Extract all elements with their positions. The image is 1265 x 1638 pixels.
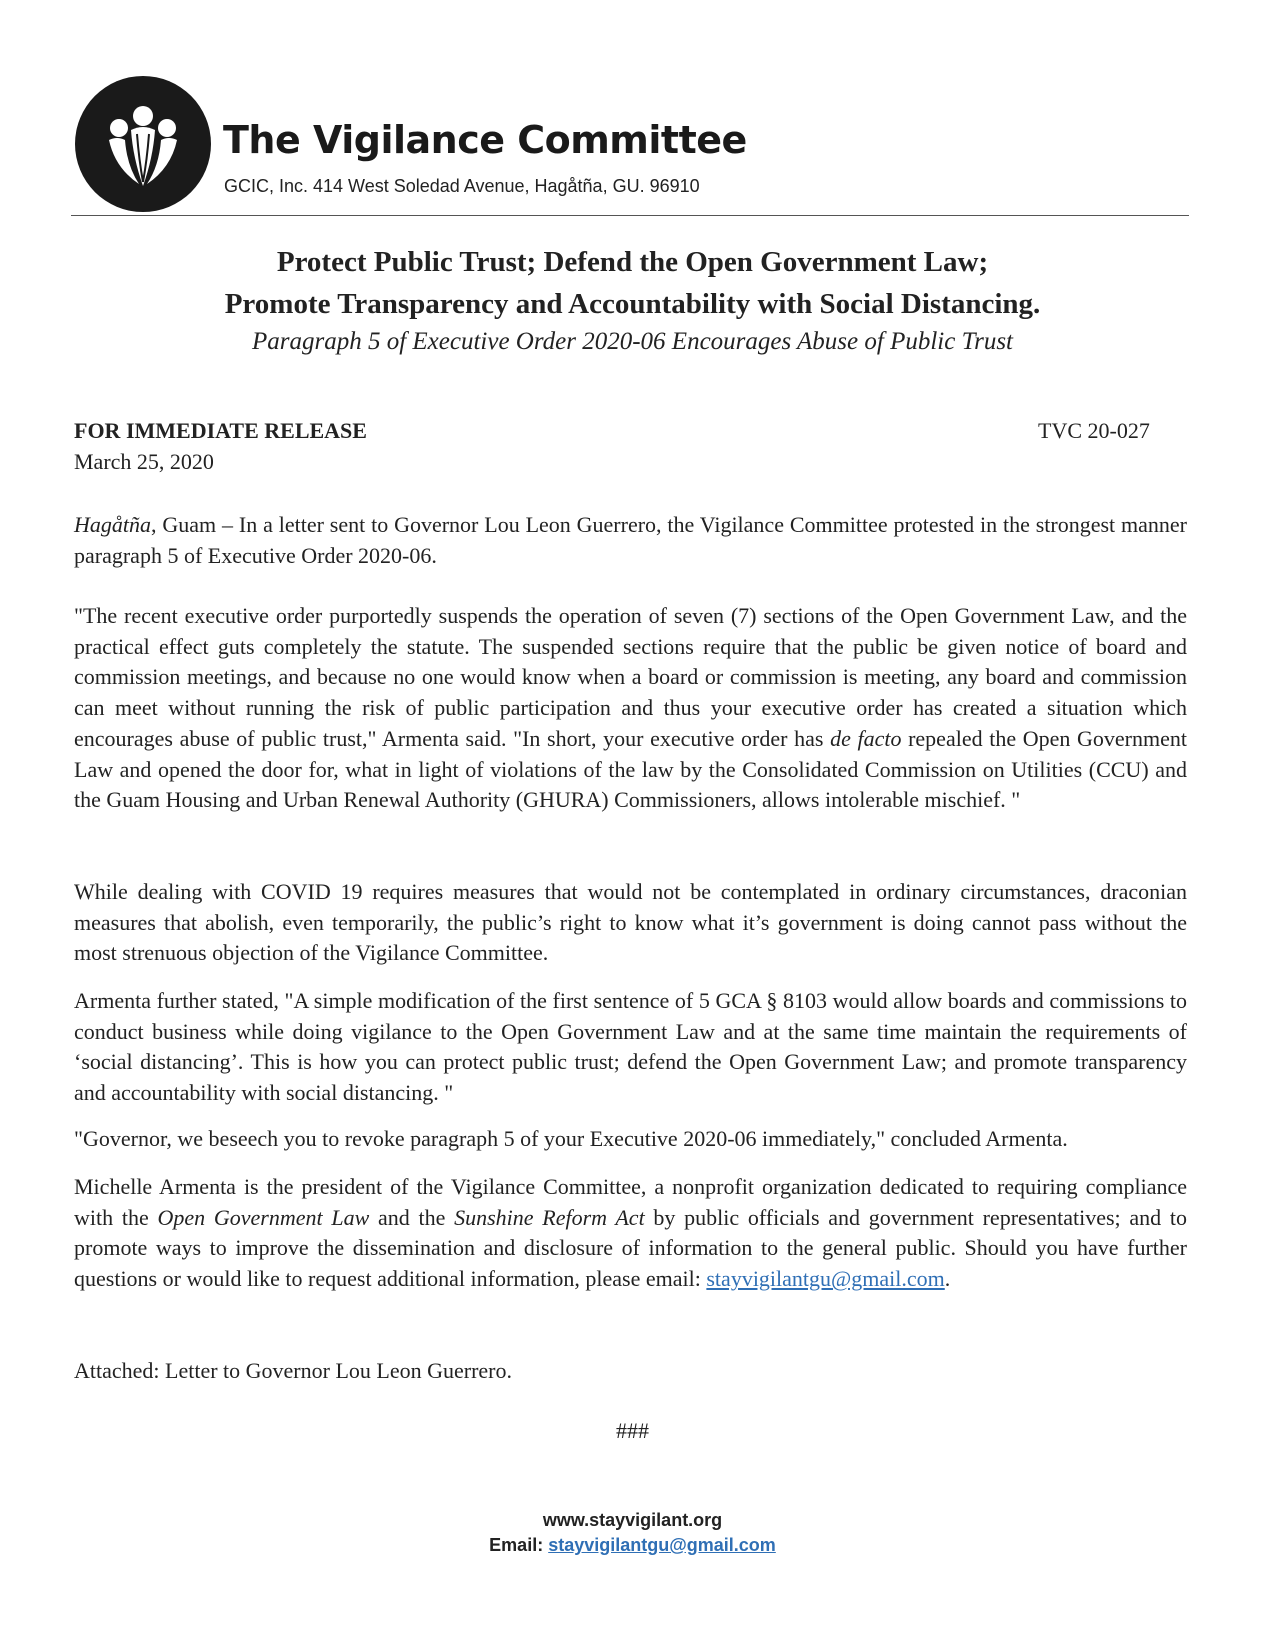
headline-line-1: Protect Public Trust; Defend the Open Government Law; (276, 246, 989, 278)
attachment-note: Attached: Letter to Governor Lou Leon Guerrero. (74, 1358, 512, 1383)
paragraph-text: by public officials and government representatives; and to promote ways to improve the dissemination and disclosure of information to the general public. Should you have further questions or would like to request additional information, please email: (74, 1204, 1187, 1292)
paragraph-text: Armenta further stated, "A simple modification of the first sentence of 5 GCA § 8103 would allow boards and commissions to conduct business while doing vigilance to the Open Government Law and at the same time maintain the requirements of ‘social distancing’. This is how you can protect public trust; defend the Open Government Law; and promote transparency and accountability with social distancing. " (74, 988, 1187, 1106)
footer-email-label: Email: (489, 1535, 549, 1555)
headline-line-2: Promote Transparency and Accountability with Social Distancing. (224, 288, 1041, 320)
footer-email-line (0, 1535, 1265, 1556)
paragraph-2 (74, 601, 1187, 816)
header-divider (71, 215, 1189, 216)
place-name: Hagåtña (74, 512, 151, 537)
paragraph-text: Michelle Armenta is the president of the Vigilance Committee, a nonprofit organization dedicated to requiring compliance with the (74, 1174, 1187, 1230)
paragraph-text: . (944, 1266, 951, 1292)
italic-text: Open Government Law (157, 1204, 370, 1230)
italic-text: Sunshine Reform Act (454, 1204, 645, 1230)
release-label: FOR IMMEDIATE RELEASE (74, 418, 367, 443)
email-link[interactable]: stayvigilantgu@gmail.com (706, 1266, 945, 1292)
organization-address: GCIC, Inc. 414 West Soledad Avenue, Hagåtña, GU. 96910 (224, 176, 700, 196)
paragraph-text: repealed the Open Government Law and opened the door for, what in light of violations of the law by the Consolidated Commission on Utilities (CCU) and the Guam Housing and Urban Renewal Authority (GHURA) Commissioners, allows intolerable mischief. " (74, 725, 1187, 813)
paragraph-text: , Guam – In a letter sent to Governor Lou Leon Guerrero, the Vigilance Committee protested in the strongest manner paragraph 5 of Executive Order 2020-06. (74, 512, 1187, 568)
end-mark: ### (616, 1418, 649, 1443)
paragraph-1 (74, 510, 1187, 571)
release-date: March 25, 2020 (74, 449, 214, 474)
paragraph-text: "Governor, we beseech you to revoke paragraph 5 of your Executive 2020-06 immediately," concluded Armenta. (74, 1126, 1068, 1151)
italic-text: de facto (830, 725, 902, 751)
paragraph-text: and the (369, 1204, 455, 1230)
paragraph-3 (74, 877, 1187, 969)
paragraph-text: "The recent executive order purportedly suspends the operation of seven (7) sections of the Open Government Law, and the practical effect guts completely the statute. The suspended sections require that the public be given notice of board and commission meetings, and because no one would know when a board or commission is meeting, any board and commission can meet without running the risk of public participation and thus your executive order has created a situation which encourages abuse of public trust," Armenta said. "In short, your executive order has (74, 603, 1187, 751)
organization-logo (75, 76, 211, 212)
paragraph-6 (74, 1172, 1187, 1295)
paragraph-4 (74, 986, 1187, 1109)
paragraph-5 (74, 1124, 1187, 1155)
release-reference: TVC 20-027 (1038, 418, 1150, 443)
footer-email-link[interactable]: stayvigilantgu@gmail.com (548, 1535, 776, 1555)
subheadline: Paragraph 5 of Executive Order 2020-06 Encourages Abuse of Public Trust (251, 328, 1014, 355)
people-group-icon (75, 76, 211, 212)
organization-name: The Vigilance Committee (223, 118, 747, 162)
footer-website: www.stayvigilant.org (542, 1510, 723, 1530)
paragraph-text: While dealing with COVID 19 requires measures that would not be contemplated in ordinary circumstances, draconian measures that abolish, even temporarily, the public’s right to know what it’s government is doing cannot pass without the most strenuous objection of the Vigilance Committee. (74, 879, 1187, 966)
